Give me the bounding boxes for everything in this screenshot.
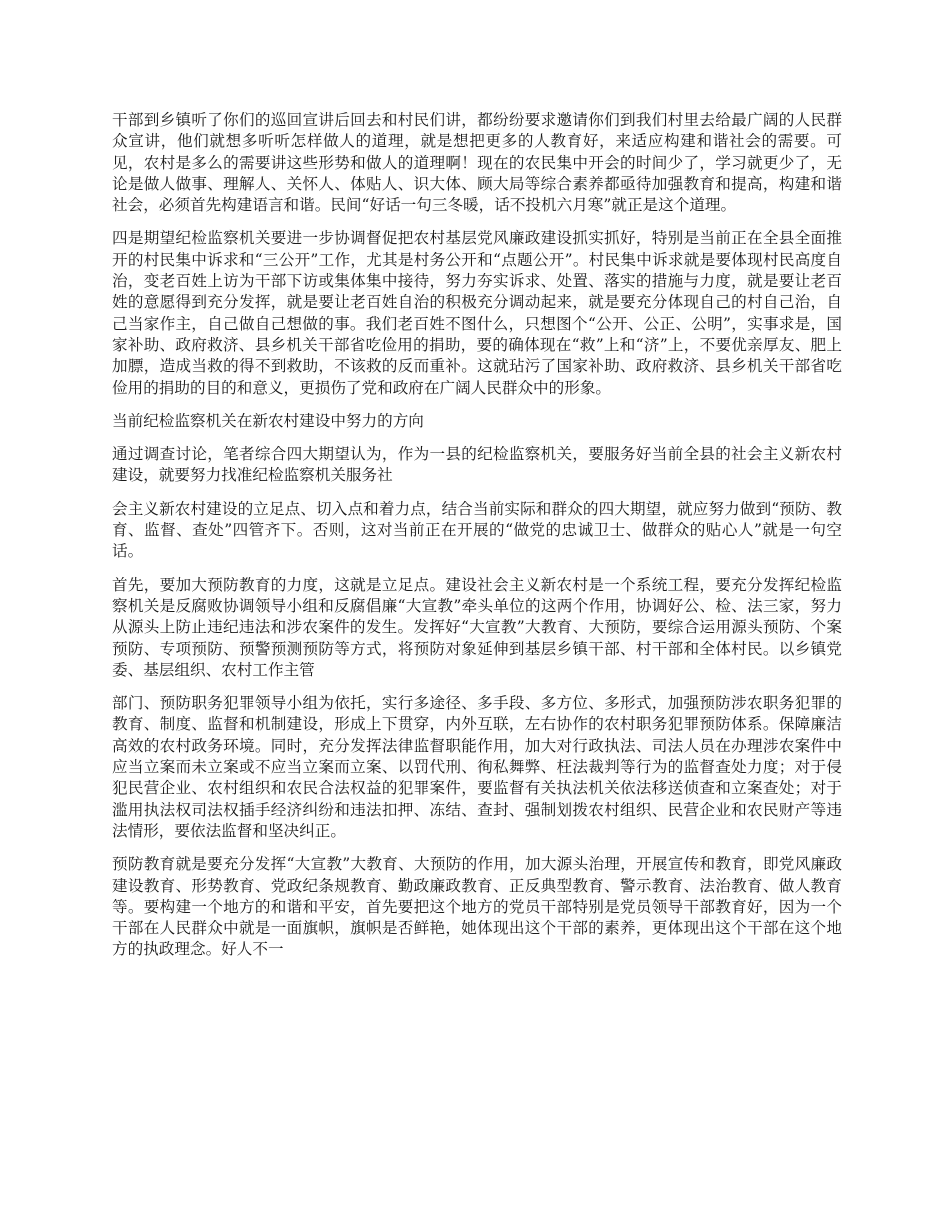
paragraph-prevention-education: 首先，要加大预防教育的力度，这就是立足点。建设社会主义新农村是一个系统工程，要充分发挥纪检监察机关是反腐败协调领导小组和反腐倡廉“大宣教”牵头单位的这两个作用，协调好公、检、法三家，努力从源头上防止违纪违法和涉农案件的发生。发挥好“大宣教”大教育、大预防，要综合运用源头预防、个案预防、专项预防、预警预测预防等方式，将预防对象延伸到基层乡镇干部、村干部和全体村民。以乡镇党委、基层组织、农村工作主管	[112, 575, 842, 679]
paragraph-intro-continuation: 干部到乡镇听了你们的巡回宣讲后回去和村民们讲，都纷纷要求邀请你们到我们村里去给最广阔的人民群众宣讲，他们就想多听听怎样做人的道理，就是想把更多的人教育好，来适应构建和谐社会的需要。可见，农村是多么的需要讲这些形势和做人的道理啊！现在的农民集中开会的时间少了，学习就更少了，无论是做人做事、理解人、关怀人、体贴人、识大体、顾大局等综合素养都亟待加强教育和提高，构建和谐社会，必须首先构建语言和谐。民间“好话一句三冬暖，话不投机六月寒”就正是这个道理。	[112, 111, 842, 215]
paragraph-prevention-system: 部门、预防职务犯罪领导小组为依托，实行多途径、多手段、多方位、多形式，加强预防涉农职务犯罪的教育、制度、监督和机制建设，形成上下贯穿，内外互联，左右协作的农村职务犯罪预防体系。保障廉洁高效的农村政务环境。同时，充分发挥法律监督职能作用，加大对行政执法、司法人员在办理涉农案件中应当立案而未立案或不应当立案而立案、以罚代刑、徇私舞弊、枉法裁判等行为的监督查处力度；对于侵犯民营企业、农村组织和农民合法权益的犯罪案件，要监督有关执法机关依法移送侦查和立案查处；对于滥用执法权司法权插手经济纠纷和违法扣押、冻结、查封、强制划拨农村组织、民营企业和农民财产等违法情形，要依法监督和坚决纠正。	[112, 694, 842, 840]
section-heading: 当前纪检监察机关在新农村建设中努力的方向	[112, 411, 424, 430]
paragraph-survey-conclusion: 通过调查讨论，笔者综合四大期望认为，作为一县的纪检监察机关，要服务好当前全县的社会主义新农村建设，就要努力找准纪检监察机关服务社	[112, 445, 842, 485]
paragraph-fourth-expectation: 四是期望纪检监察机关要进一步协调督促把农村基层党风廉政建设抓实抓好，特别是当前正在全县全面推开的村民集中诉求和“三公开”工作，尤其是村务公开和“点题公开”。村民集中诉求就是要体现村民高度自治，变老百姓上访为干部下访或集体集中接待，努力夯实诉求、处置、落实的措施与力度，就是要让老百姓的意愿得到充分发挥，就是要让老百姓自治的积极充分调动起来，就是要充分体现自己的村自己治，自己当家作主，自己做自己想做的事。我们老百姓不图什么，只想图个“公开、公正、公明”，实事求是，国家补助、政府救济、县乡机关干部省吃俭用的捐助，要的确体现在“救”上和“济”上，不要优亲厚友、肥上加膘，造成当救的得不到救助，不该救的反而重补。这就玷污了国家补助、政府救济、县乡机关干部省吃俭用的捐助的目的和意义，更损伤了党和政府在广阔人民群众中的形象。	[112, 229, 842, 397]
document-body	[112, 110, 842, 973]
paragraph-four-measures: 会主义新农村建设的立足点、切入点和着力点，结合当前实际和群众的四大期望，就应努力做到“预防、教育、监督、查处”四管齐下。否则，这对当前正在开展的“做党的忠诚卫士、做群众的贴心人”就是一句空话。	[112, 499, 842, 561]
paragraph-education-role: 预防教育就是要充分发挥“大宣教”大教育、大预防的作用，加大源头治理，开展宣传和教育，即党风廉政建设教育、形势教育、党政纪条规教育、勤政廉政教育、正反典型教育、警示教育、法治教育、做人教育等。要构建一个地方的和谐和平安，首先要把这个地方的党员干部特别是党员领导干部教育好，因为一个干部在人民群众中就是一面旗帜，旗帜是否鲜艳，她体现出这个干部的素养，更体现出这个干部在这个地方的执政理念。好人不一	[112, 855, 842, 959]
